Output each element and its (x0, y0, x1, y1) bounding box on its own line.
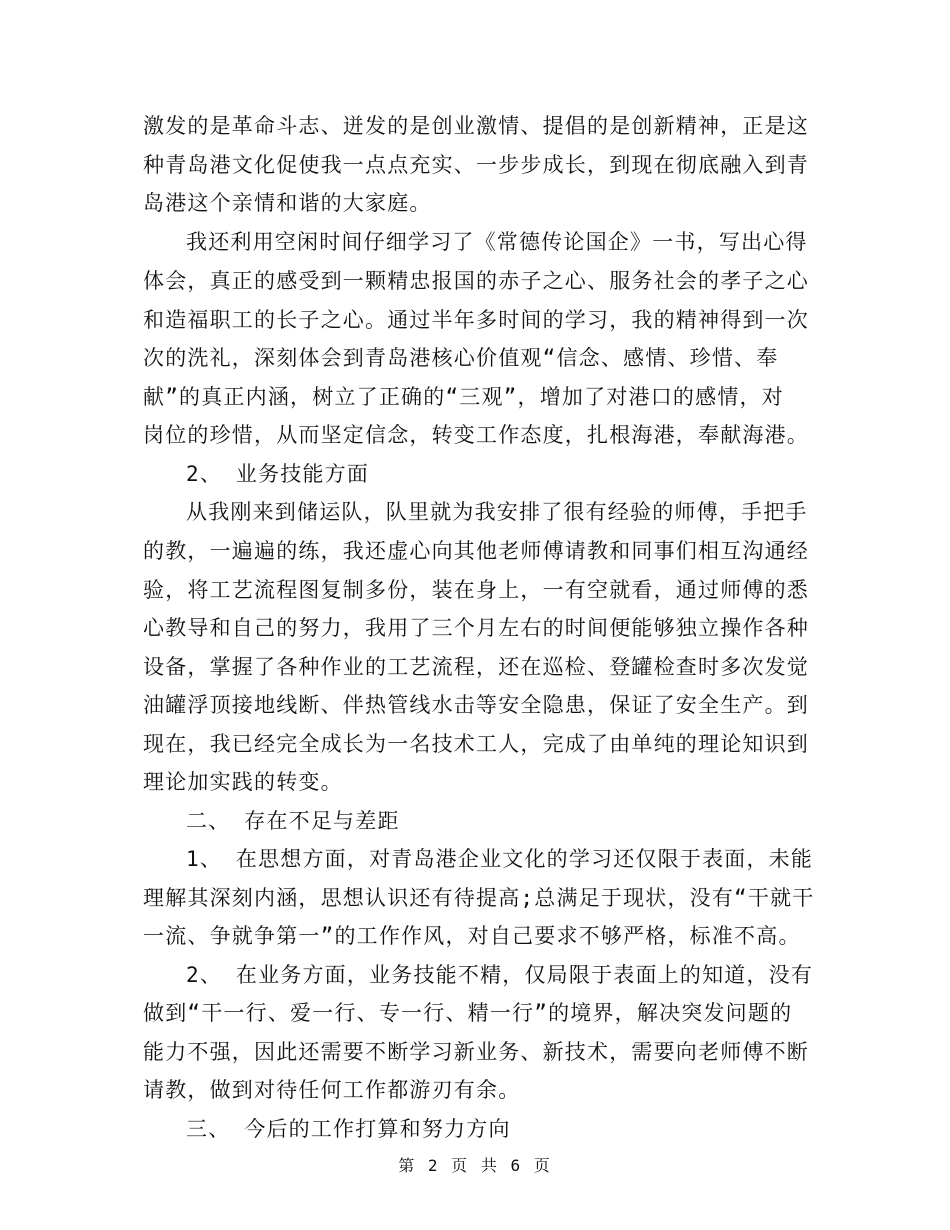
section-heading-2: 2、 业务技能方面 (186, 462, 370, 486)
text-line-8: 献”的真正内涵，树立了正确的“三观”，增加了对港口的感情，对 (143, 385, 784, 409)
section-heading-two: 二、 存在不足与差距 (186, 809, 400, 833)
text-line-25: 能力不强，因此还需要不断学习新业务、新技术，需要向老师傅不断 (143, 1040, 809, 1064)
text-line-24: 做到“干一行、爱一行、专一行、精一行”的境界，解决突发问题的 (143, 1001, 793, 1025)
text-line-22: 一流、争就争第一”的工作作风，对自己要求不够严格，标准不高。 (143, 924, 801, 948)
text-line-14: 心教导和自己的努力，我用了三个月左右的时间便能够独立操作各种 (143, 616, 809, 640)
text-line-21: 理解其深刻内涵，思想认识还有待提高;总满足于现状，没有“干就干 (143, 886, 815, 910)
section-heading-three: 三、 今后的工作打算和努力方向 (186, 1117, 511, 1141)
text-line-6: 和造福职工的长子之心。通过半年多时间的学习，我的精神得到一次 (143, 308, 809, 332)
text-line-11: 从我刚来到储运队，队里就为我安排了很有经验的师傅，手把手 (186, 500, 808, 524)
text-line-18: 理论加实践的转变。 (143, 770, 343, 794)
text-line-9: 岗位的珍惜，从而坚定信念，转变工作态度，扎根海港，奉献海港。 (143, 423, 809, 447)
text-line-20: 1、 在思想方面，对青岛港企业文化的学习还仅限于表面，未能 (186, 847, 814, 871)
text-line-4: 我还利用空闲时间仔细学习了《常德传论国企》一书，写出心得 (186, 230, 808, 254)
text-line-2: 种青岛港文化促使我一点点充实、一步步成长，到现在彻底融入到青 (143, 153, 809, 177)
text-line-3: 岛港这个亲情和谐的大家庭。 (143, 191, 432, 215)
text-line-12: 的教，一遍遍的练，我还虚心向其他老师傅请教和同事们相互沟通经 (143, 539, 809, 563)
text-line-5: 体会，真正的感受到一颗精忠报国的赤子之心、服务社会的孝子之心 (143, 269, 809, 293)
page-number-footer: 第 2 页 共 6 页 (398, 1156, 552, 1175)
text-line-16: 油罐浮顶接地线断、伴热管线水击等安全隐患，保证了安全生产。到 (143, 693, 809, 717)
text-line-17: 现在，我已经完全成长为一名技术工人，完成了由单纯的理论知识到 (143, 732, 809, 756)
text-line-13: 验，将工艺流程图复制多份，装在身上，一有空就看，通过师傅的悉 (143, 578, 809, 602)
text-line-23: 2、 在业务方面，业务技能不精，仅局限于表面上的知道，没有 (186, 963, 814, 987)
text-line-1: 激发的是革命斗志、迸发的是创业激情、提倡的是创新精神，正是这 (143, 114, 809, 138)
text-line-15: 设备，掌握了各种作业的工艺流程，还在巡检、登罐检查时多次发觉 (143, 655, 809, 679)
text-line-7: 次的洗礼，深刻体会到青岛港核心价值观“信念、感情、珍惜、奉 (143, 346, 779, 370)
text-line-26: 请教，做到对待任何工作都游刃有余。 (143, 1078, 521, 1102)
